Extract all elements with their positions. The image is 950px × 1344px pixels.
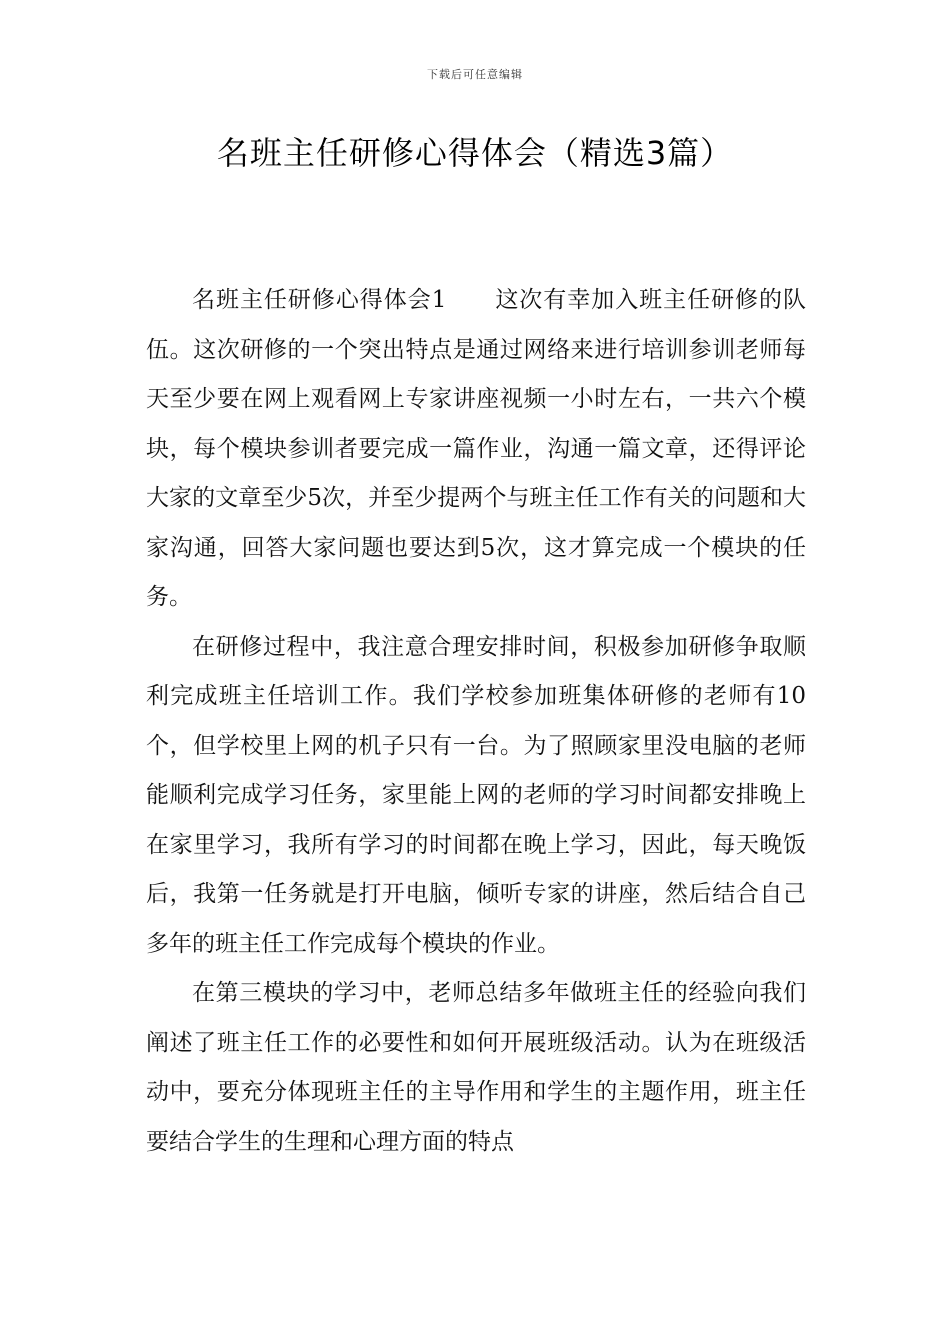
paragraph-3: 在第三模块的学习中，老师总结多年做班主任的经验向我们阐述了班主任工作的必要性和如何开展班级活动。认为在班级活动中，要充分体现班主任的主导作用和学生的主题作用，班主任要结合学生的生理和心理方面的特点 (146, 980, 806, 1155)
document-title: 名班主任研修心得体会（精选3篇） (216, 134, 734, 172)
section-heading: 名班主任研修心得体会1 (192, 287, 447, 313)
paragraph-2: 在研修过程中，我注意合理安排时间，积极参加研修争取顺利完成班主任培训工作。我们学校参加班集体研修的老师有10个，但学校里上网的机子只有一台。为了照顾家里没电脑的老师能顺利完成学习任务，家里能上网的老师的学习时间都安排晚上在家里学习，我所有学习的时间都在晚上学习，因此，每天晚饭后，我第一任务就是打开电脑，倾听专家的讲座，然后结合自己多年的班主任工作完成每个模块的作业。 (146, 633, 806, 957)
paragraph-1 (146, 276, 806, 623)
document-body (146, 276, 806, 1167)
paragraph-1-text: 这次有幸加入班主任研修的队伍。这次研修的一个突出特点是通过网络来进行培训参训老师每天至少要在网上观看网上专家讲座视频一小时左右，一共六个模块，每个模块参训者要完成一篇作业，沟通一篇文章，还得评论大家的文章至少5次，并至少提两个与班主任工作有关的问题和大家沟通，回答大家问题也要达到5次，这才算完成一个模块的任务。 (146, 287, 806, 610)
header-note: 下载后可任意编辑 (427, 68, 523, 81)
